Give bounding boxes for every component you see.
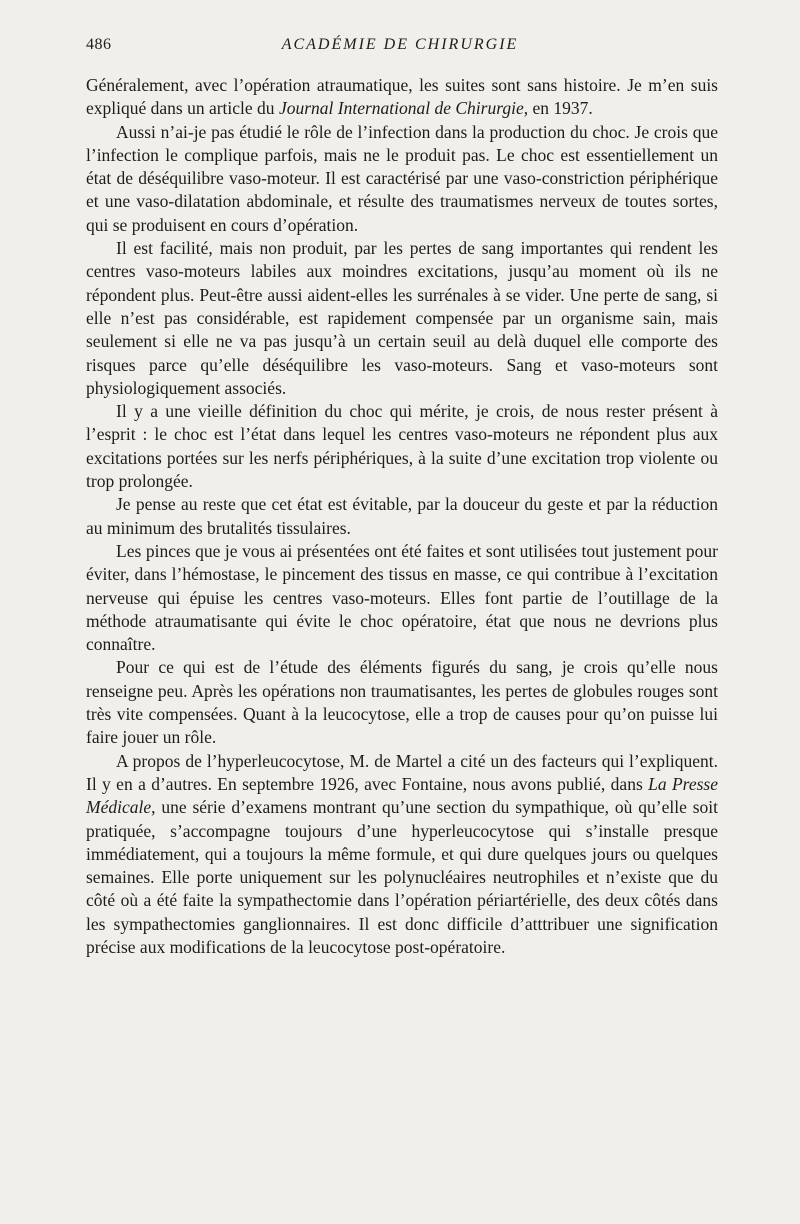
page-number: 486 <box>86 36 112 53</box>
paragraph-8-text-b: , une série d’examens montrant qu’une section du sympathique, où qu’elle soit pratiquée, s’accompagne toujours d’une hyperleucocytose qui s’installe presque immédiatement, qui a toujours la même formule, et qui dure quelques jours ou quelques semaines. Elle porte uniquement sur les polynucléaires neutrophiles et n’existe que du côté où a été faite la sympathectomie dans l’opération périartérielle, des deux côtés dans les sympathectomies ganglionnaires. Il est donc difficile d’atttribuer une signification précise aux modifications de la leucocytose post-opératoire. <box>86 797 718 957</box>
paragraph-7: Pour ce qui est de l’étude des éléments figurés du sang, je crois qu’elle nous renseigne peu. Après les opérations non traumatisantes, les pertes de globules rouges sont très vite compensées. Quant à la leucocytose, elle a trop de causes pour qu’on puisse lui faire jouer un rôle. <box>86 657 718 748</box>
paragraph-1-text-b: , en 1937. <box>523 98 593 119</box>
paragraph-5: Je pense au reste que cet état est évitable, par la douceur du geste et par la réduction au minimum des brutalités tissulaires. <box>86 494 718 538</box>
paragraph-3: Il est facilité, mais non produit, par les pertes de sang importantes qui rendent les centres vaso-moteurs labiles aux moindres excitations, jusqu’au moment où ils ne répondent plus. Peut-être aussi aident-elles les surrénales à se vider. Une perte de sang, si elle n’est pas considérable, est rapidement compensée par un organisme sain, mais seulement si elle ne va pas jusqu’à un certain seuil au delà duquel elle comporte des risques parce qu’elle déséquilibre les vaso-moteurs. Sang et vaso-moteurs sont physiologiquement associés. <box>86 238 718 398</box>
paragraph-8-text-a: A propos de l’hyperleucocytose, M. de Martel a cité un des facteurs qui l’expliquent. Il y en a d’autres. En septembre 1926, avec Fontaine, nous avons publié, dans <box>86 750 718 794</box>
paragraph-2: Aussi n’ai-je pas étudié le rôle de l’infection dans la production du choc. Je crois que l’infection le complique parfois, mais ne le produit pas. Le choc est essentiellement un état de déséquilibre vaso-moteur. Il est caractérisé par une vaso-constriction périphérique et une vaso-dilatation abdominale, et résulte des traumatismes nerveux de toutes sortes, qui se produisent en cours d’opération. <box>86 121 718 235</box>
newspaper-title: La Presse Médicale <box>86 773 718 818</box>
journal-title: Journal International de Chirurgie <box>278 98 524 119</box>
paragraph-1 <box>86 74 718 121</box>
paragraph-1-text-a: Généralement, avec l’opération atraumatique, les suites sont sans histoire. Je m’en suis expliqué dans un article du <box>86 75 718 119</box>
paragraph-4: Il y a une vieille définition du choc qui mérite, je crois, de nous rester présent à l’esprit : le choc est l’état dans lequel les centres vaso-moteurs ne répondent plus aux excitations portées sur les nerfs périphériques, à la suite d’une excitation trop violente ou trop prolongée. <box>86 401 718 492</box>
body-text <box>86 74 718 959</box>
paragraph-8 <box>86 750 718 960</box>
paragraph-6: Les pinces que je vous ai présentées ont été faites et sont utilisées tout justement pour éviter, dans l’hémostase, le pincement des tissus en masse, ce qui contribue à l’excitation nerveuse qui épuise les centres vaso-moteurs. Elles font partie de l’outillage de la méthode atraumatisante qui évite le choc opératoire, état que nous ne devrions plus connaître. <box>86 540 718 655</box>
running-head: ACADÉMIE DE CHIRURGIE <box>281 36 519 53</box>
